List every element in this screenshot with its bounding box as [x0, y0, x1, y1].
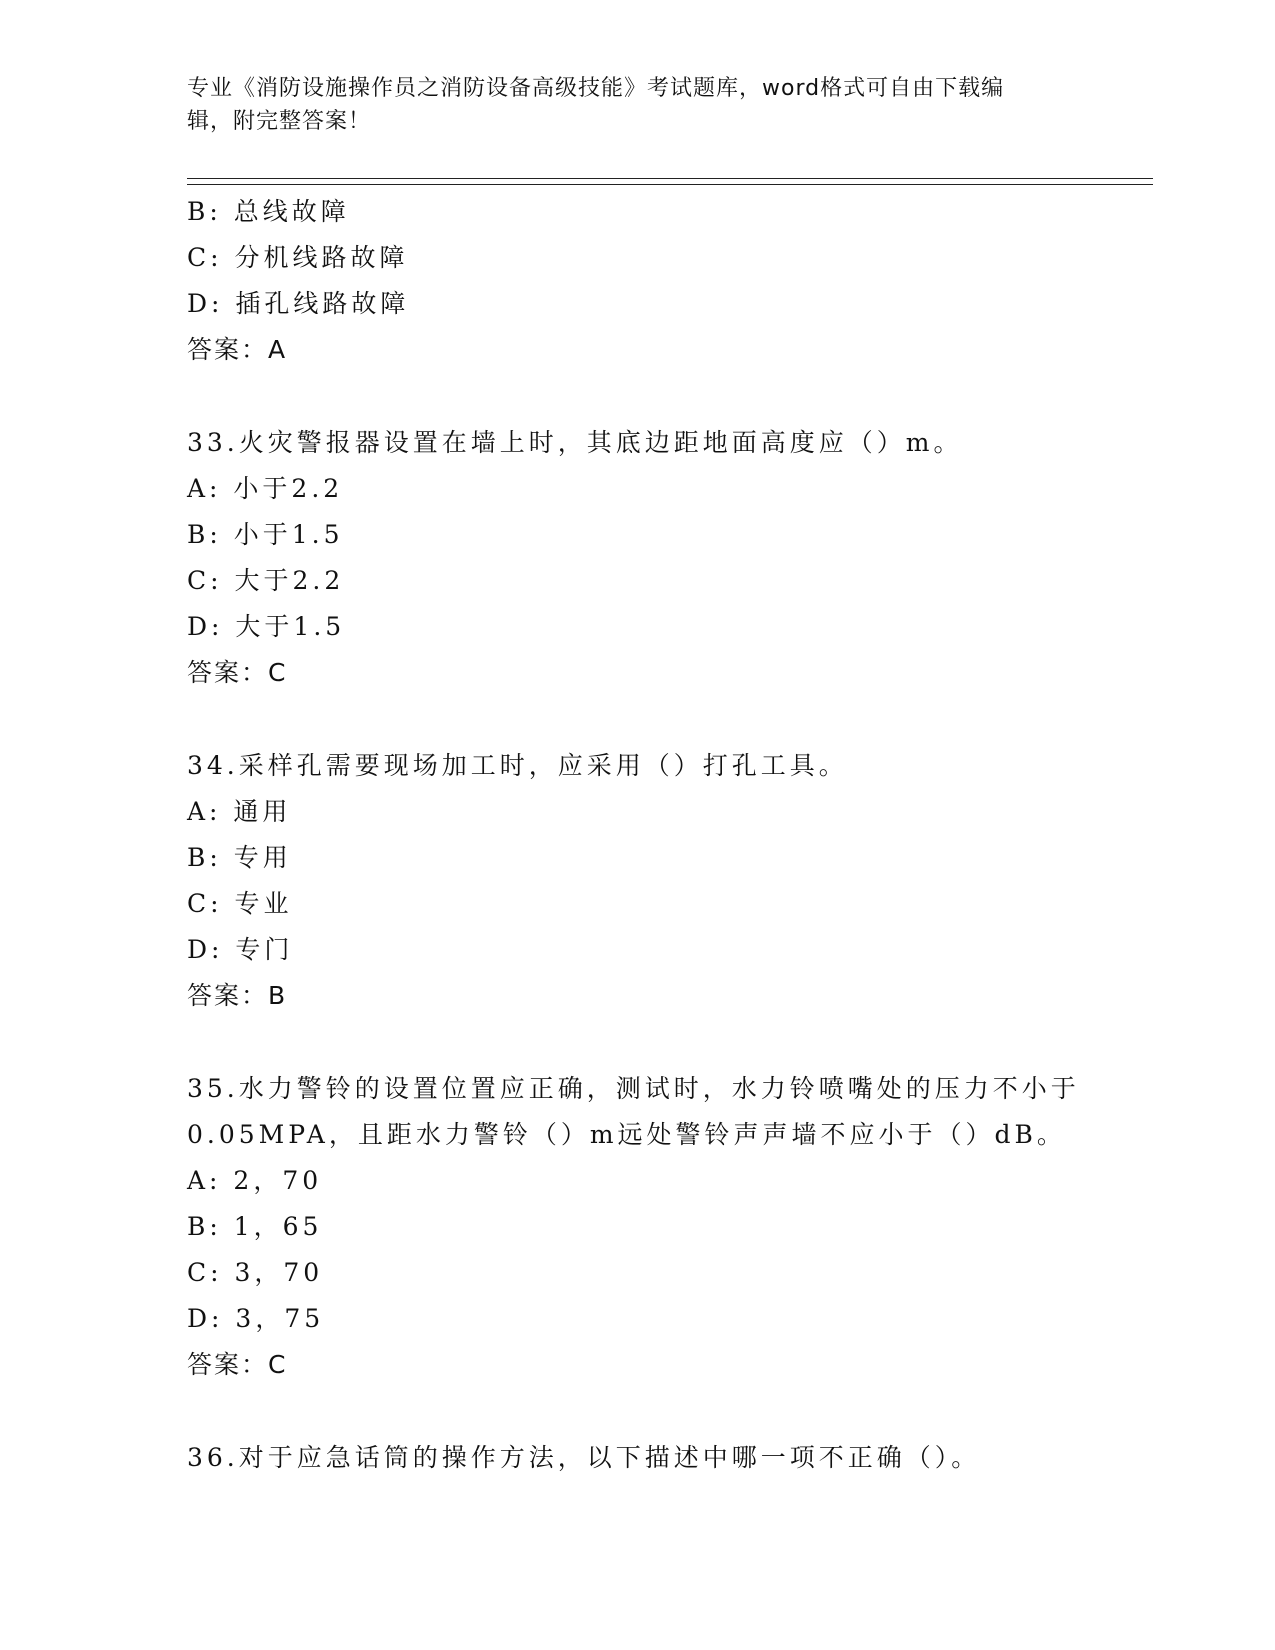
question-block-33	[187, 420, 1147, 696]
option-d: D: 大于1.5	[187, 612, 346, 641]
spacer	[187, 373, 1147, 420]
option-a: A: 通用	[187, 797, 292, 826]
question-list	[187, 189, 1147, 1481]
header-divider-top	[187, 178, 1153, 179]
answer-line: 答案：C	[187, 1350, 288, 1379]
option-c: C: 分机线路故障	[187, 243, 409, 272]
question-text-line-2: 0.05MPA，且距水力警铃（）m远处警铃声声墙不应小于（）dB。	[187, 1120, 1066, 1149]
question-block-32	[187, 189, 1147, 373]
question-text: 33.火灾警报器设置在墙上时，其底边距地面高度应（）m。	[187, 428, 963, 457]
header-divider-bottom	[187, 184, 1153, 185]
question-text: 34.采样孔需要现场加工时，应采用（）打孔工具。	[187, 751, 848, 780]
question-text: 36.对于应急话筒的操作方法，以下描述中哪一项不正确（）。	[187, 1443, 981, 1472]
document-header	[187, 72, 1067, 138]
option-b: B: 1，65	[187, 1212, 323, 1241]
option-c: C: 专业	[187, 889, 293, 918]
question-block-36	[187, 1435, 1147, 1481]
answer-line: 答案：B	[187, 981, 288, 1010]
header-line-2: 辑，附完整答案！	[187, 109, 372, 134]
spacer	[187, 696, 1147, 743]
spacer	[187, 1388, 1147, 1435]
option-d: D: 插孔线路故障	[187, 289, 410, 318]
option-b: B: 专用	[187, 843, 292, 872]
answer-line: 答案：C	[187, 658, 288, 687]
answer-line: 答案：A	[187, 335, 288, 364]
option-b: B: 小于1.5	[187, 520, 344, 549]
option-a: A: 小于2.2	[187, 474, 344, 503]
option-c: C: 大于2.2	[187, 566, 345, 595]
option-d: D: 3，75	[187, 1304, 325, 1333]
spacer	[187, 1019, 1147, 1066]
option-b: B: 总线故障	[187, 197, 350, 226]
question-text-line-1: 35.水力警铃的设置位置应正确，测试时，水力铃喷嘴处的压力不小于	[187, 1074, 1080, 1103]
option-c: C: 3，70	[187, 1258, 324, 1287]
header-line-1: 专业《消防设施操作员之消防设备高级技能》考试题库，word格式可自由下载编	[187, 76, 1005, 101]
option-d: D: 专门	[187, 935, 294, 964]
question-block-35	[187, 1066, 1147, 1388]
option-a: A: 2，70	[187, 1166, 323, 1195]
question-block-34	[187, 743, 1147, 1019]
